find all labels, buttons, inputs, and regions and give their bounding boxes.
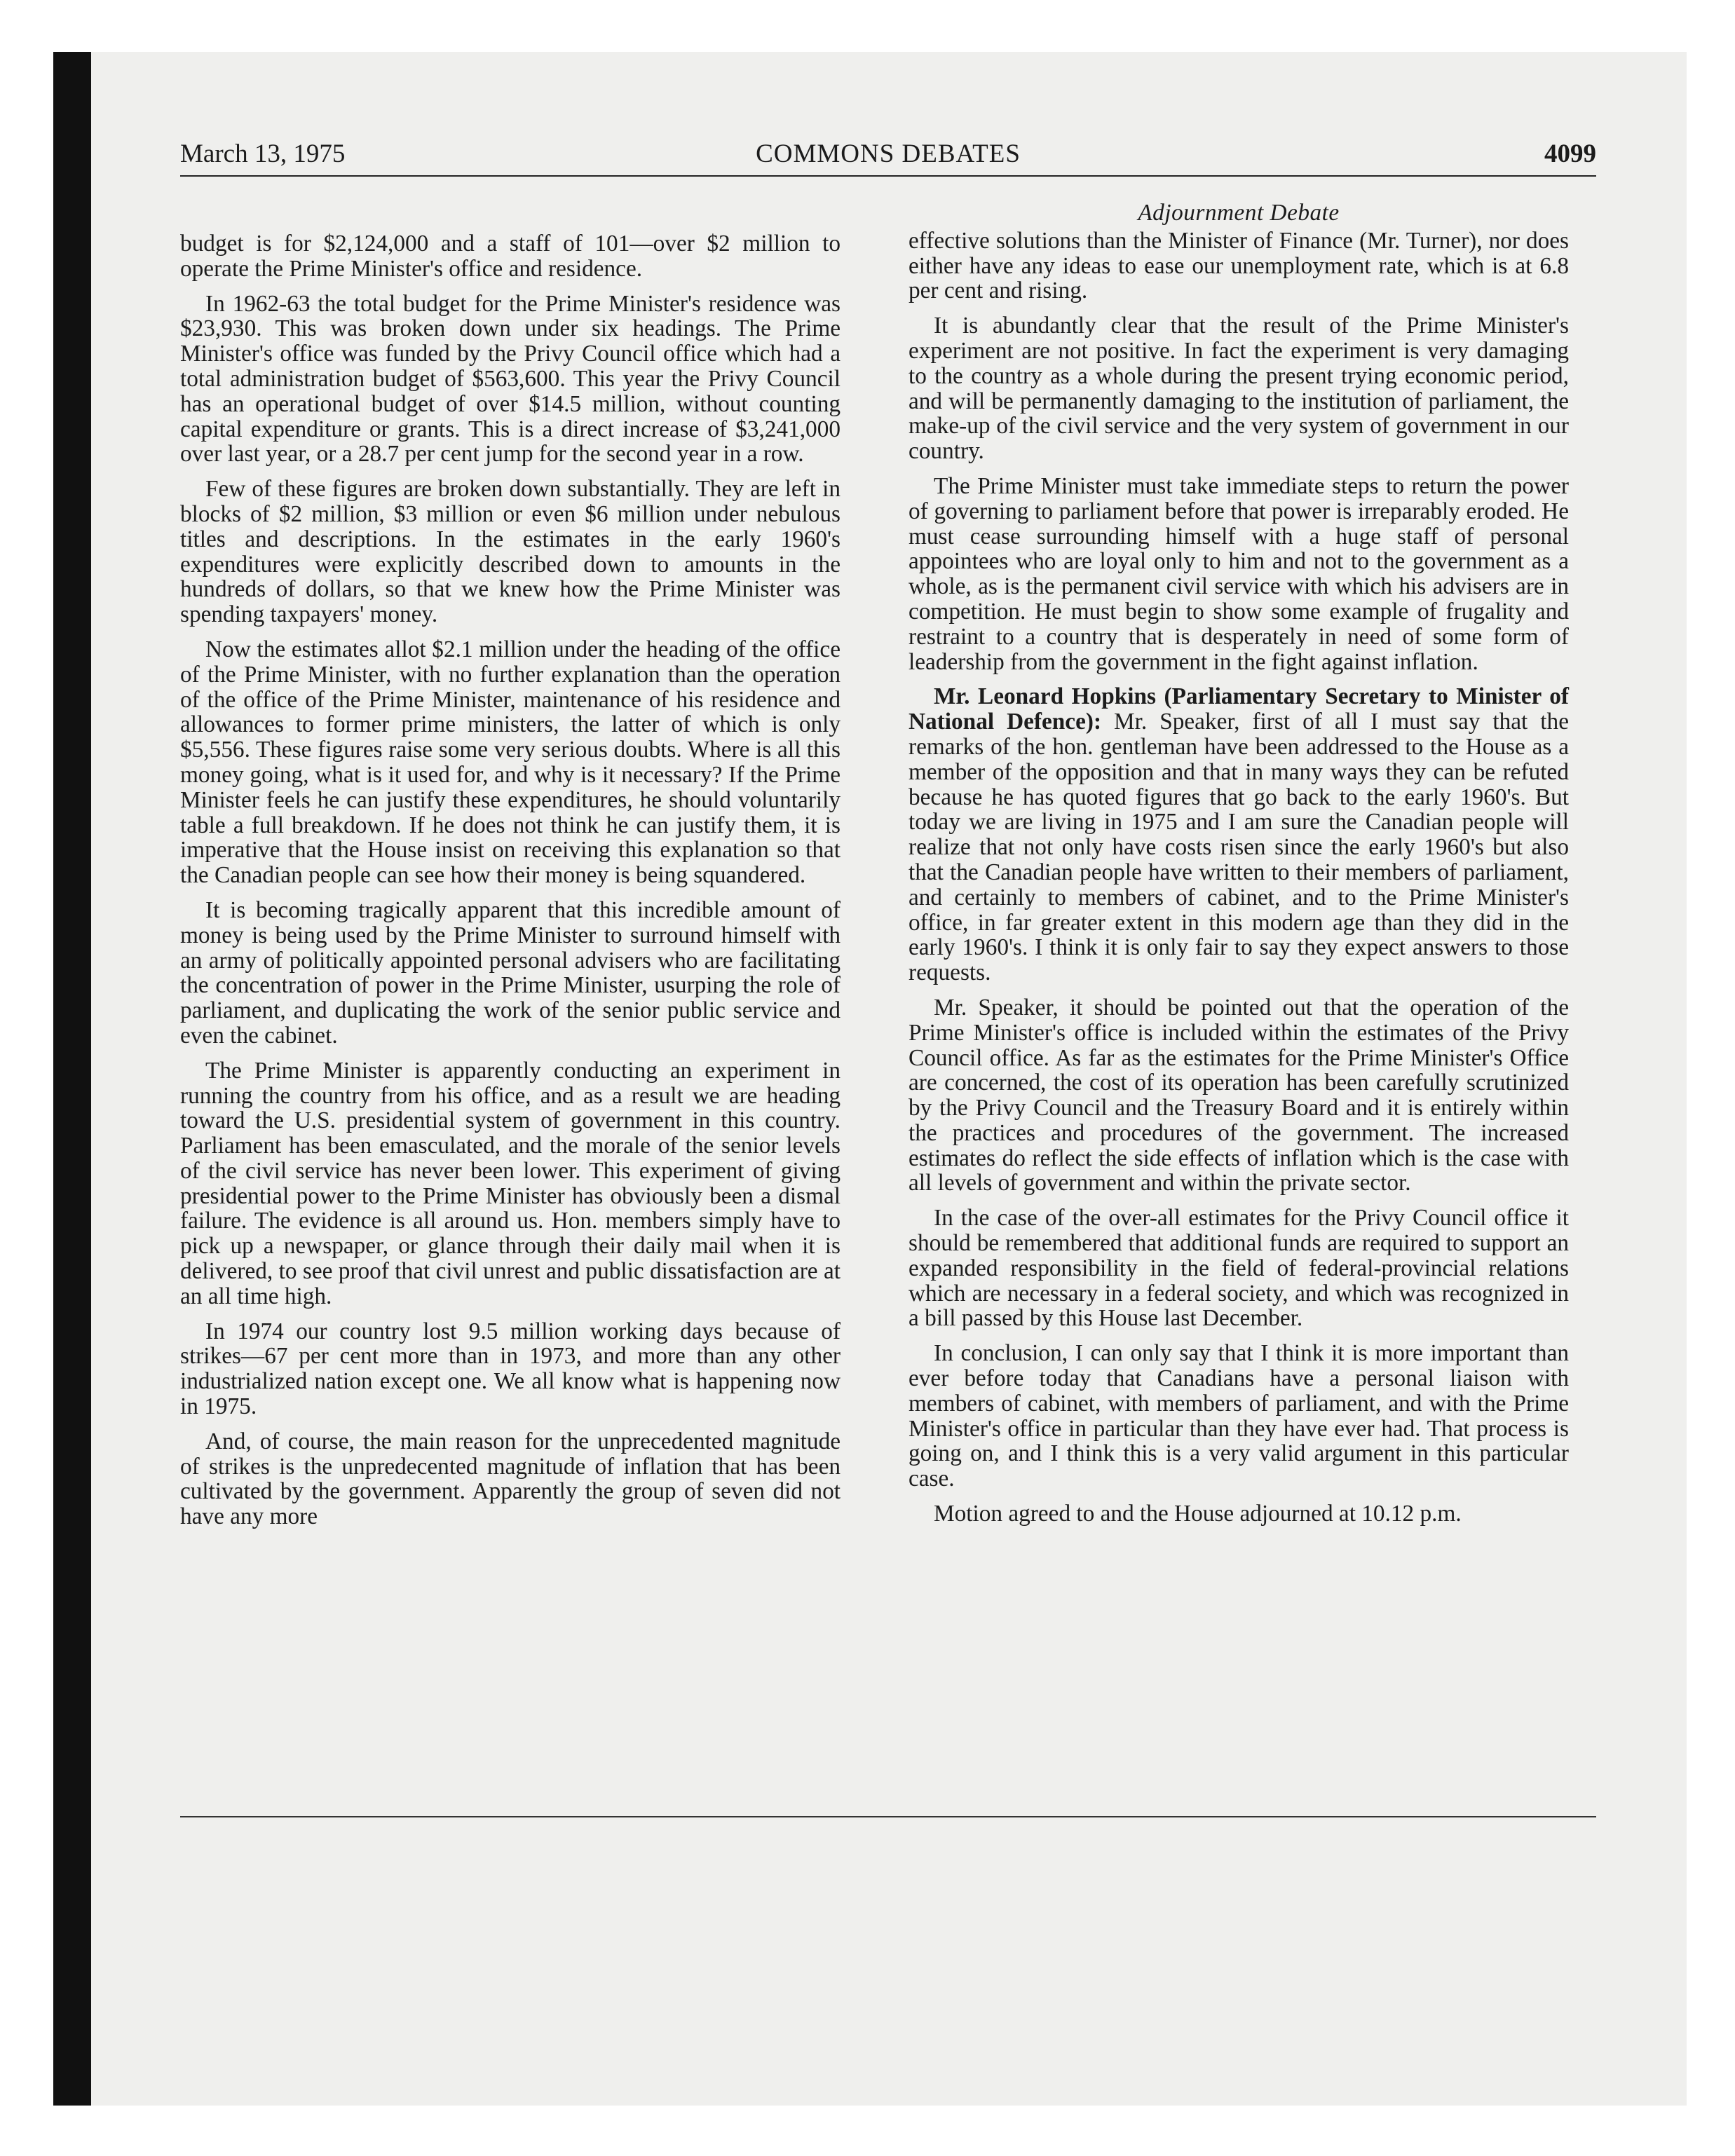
speaker-name: Mr. Leonard Hopkins (Parliamentary Secretary to Minister of National Defence): [909,683,1569,735]
speaker-paragraph [909,684,1569,985]
header-title: COMMONS DEBATES [756,139,1021,168]
header-page-number: 4099 [1544,139,1596,168]
right-paragraph: In the case of the over-all estimates for the Privy Council office it should be remembered that additional funds are required to support an expanded responsibility in the field of federal-provincial relations which are necessary in a federal society, and which was recognized in a bill passed by this House last December. [909,1205,1569,1332]
right-paragraph: The Prime Minister must take immediate steps to return the power of governing to parliament before that power is irreparably eroded. He must cease surrounding himself with a huge staff of personal appointees who are loyal only to him and not to the government as a whole, as is the permanent civil service with which his advisers are in competition. He must begin to show some example of frugality and restraint to a country that is desperately in need of some form of leadership from the government in the fight against inflation. [909,472,1569,675]
left-paragraph: In 1974 our country lost 9.5 million working days because of strikes—67 per cent more than in 1973, and more than any other industrialized nation except one. We all know what is happening now in 1975. [180,1318,841,1420]
right-paragraph: effective solutions than the Minister of Finance (Mr. Turner), nor does either have any ideas to ease our unemployment rate, which is at 6.8 per cent and rising. [909,227,1569,304]
right-column [909,200,1569,1536]
left-paragraph: budget is for $2,124,000 and a staff of 101—over $2 million to operate the Prime Minister's office and residence. [180,231,841,282]
right-paragraph: It is abundantly clear that the result of the Prime Minister's experiment are not positive. In fact the experiment is very damaging to the country as a whole during the present trying economic period, and will be permanently damaging to the institution of parliament, the make-up of the civil service and the very system of government in our country. [909,313,1569,465]
left-paragraph: In 1962-63 the total budget for the Prime Minister's residence was $23,930. This was broken down under six headings. The Prime Minister's office was funded by the Privy Council office which had a total administration budget of $563,600. This year the Privy Council has an operational budget of over $14.5 million, without counting capital expenditure or grants. This is a direct increase of $3,241,000 over last year, or a 28.7 per cent jump for the second year in a row. [180,290,841,468]
footer-rule [180,1816,1596,1817]
left-paragraph: Now the estimates allot $2.1 million under the heading of the office of the Prime Minister, with no further explanation than the operation of the office of the Prime Minister, maintenance of his residence and allowances to former prime ministers, the latter of which is only $5,556. These figures raise some very serious doubts. Where is all this money going, what is it used for, and why is it necessary? If the Prime Minister feels he can justify these expenditures, he should voluntarily table a full breakdown. If he does not think he can justify them, it is imperative that the House insist on receiving this explanation so that the Canadian people can see how their money is being squandered. [180,636,841,889]
adjournment-line: Motion agreed to and the House adjourned at 10.12 p.m. [934,1501,1462,1527]
scan-binding-edge [53,52,91,2106]
speaker-text: Mr. Speaker, first of all I must say that the remarks of the hon. gentleman have been addressed to the House as a member of the opposition and that in many ways they can be refuted because he has quoted figures that go back to the early 1960's. But today we are living in 1975 and I am sure the Canadian people will realize that not only have costs risen since the early 1960's but also that the Canadian people have written to their members of parliament, and certainly to members of cabinet, and to the Prime Minister's office, in far greater extent in this modern age than they did in the early 1960's. I think it is only fair to say they expect answers to those requests. [909,709,1569,986]
section-heading: Adjournment Debate [1138,200,1340,226]
right-paragraph: In conclusion, I can only say that I think it is more important than ever before today that Canadians have a personal liaison with members of cabinet, with members of parliament, and with the Prime Minister's office in particular than they have ever had. That process is going on, and I think this is a very valid argument in this particular case. [909,1340,1569,1492]
page-header [180,139,1596,174]
left-paragraph: Few of these figures are broken down substantially. They are left in blocks of $2 million, $3 million or even $6 million under nebulous titles and descriptions. In the estimates in the early 1960's expenditures were explicitly described down to amounts in the hundreds of dollars, so that we knew how the Prime Minister was spending taxpayers' money. [180,476,841,628]
left-paragraph: The Prime Minister is apparently conducting an experiment in running the country from his office, and as a result we are heading toward the U.S. presidential system of government in this country. Parliament has been emasculated, and the morale of the senior levels of the civil service has never been lower. This experiment of giving presidential power to the Prime Minister has obviously been a dismal failure. The evidence is all around us. Hon. members simply have to pick up a newspaper, or glance through their daily mail when it is delivered, to see proof that civil unrest and public dissatisfaction are at an all time high. [180,1057,841,1309]
left-paragraph: And, of course, the main reason for the unprecedented magnitude of strikes is the unpredecented magnitude of inflation that has been cultivated by the government. Apparently the group of seven did not have any more [180,1428,841,1530]
header-rule [180,175,1596,177]
left-paragraph: It is becoming tragically apparent that this incredible amount of money is being used by the Prime Minister to surround himself with an army of politically appointed personal advisers who are facilitating the concentration of power in the Prime Minister, usurping the role of parliament, and duplicating the work of the senior public service and even the cabinet. [180,896,841,1049]
left-column [180,231,841,1539]
right-paragraph: Mr. Speaker, it should be pointed out that the operation of the Prime Minister's office is included within the estimates of the Privy Council office. As far as the estimates for the Prime Minister's Office are concerned, the cost of its operation has been carefully scrutinized by the Privy Council and the Treasury Board and it is entirely within the practices and procedures of the government. The increased estimates do reflect the side effects of inflation which is the case with all levels of government and within the private sector. [909,994,1569,1196]
header-date: March 13, 1975 [180,139,346,168]
